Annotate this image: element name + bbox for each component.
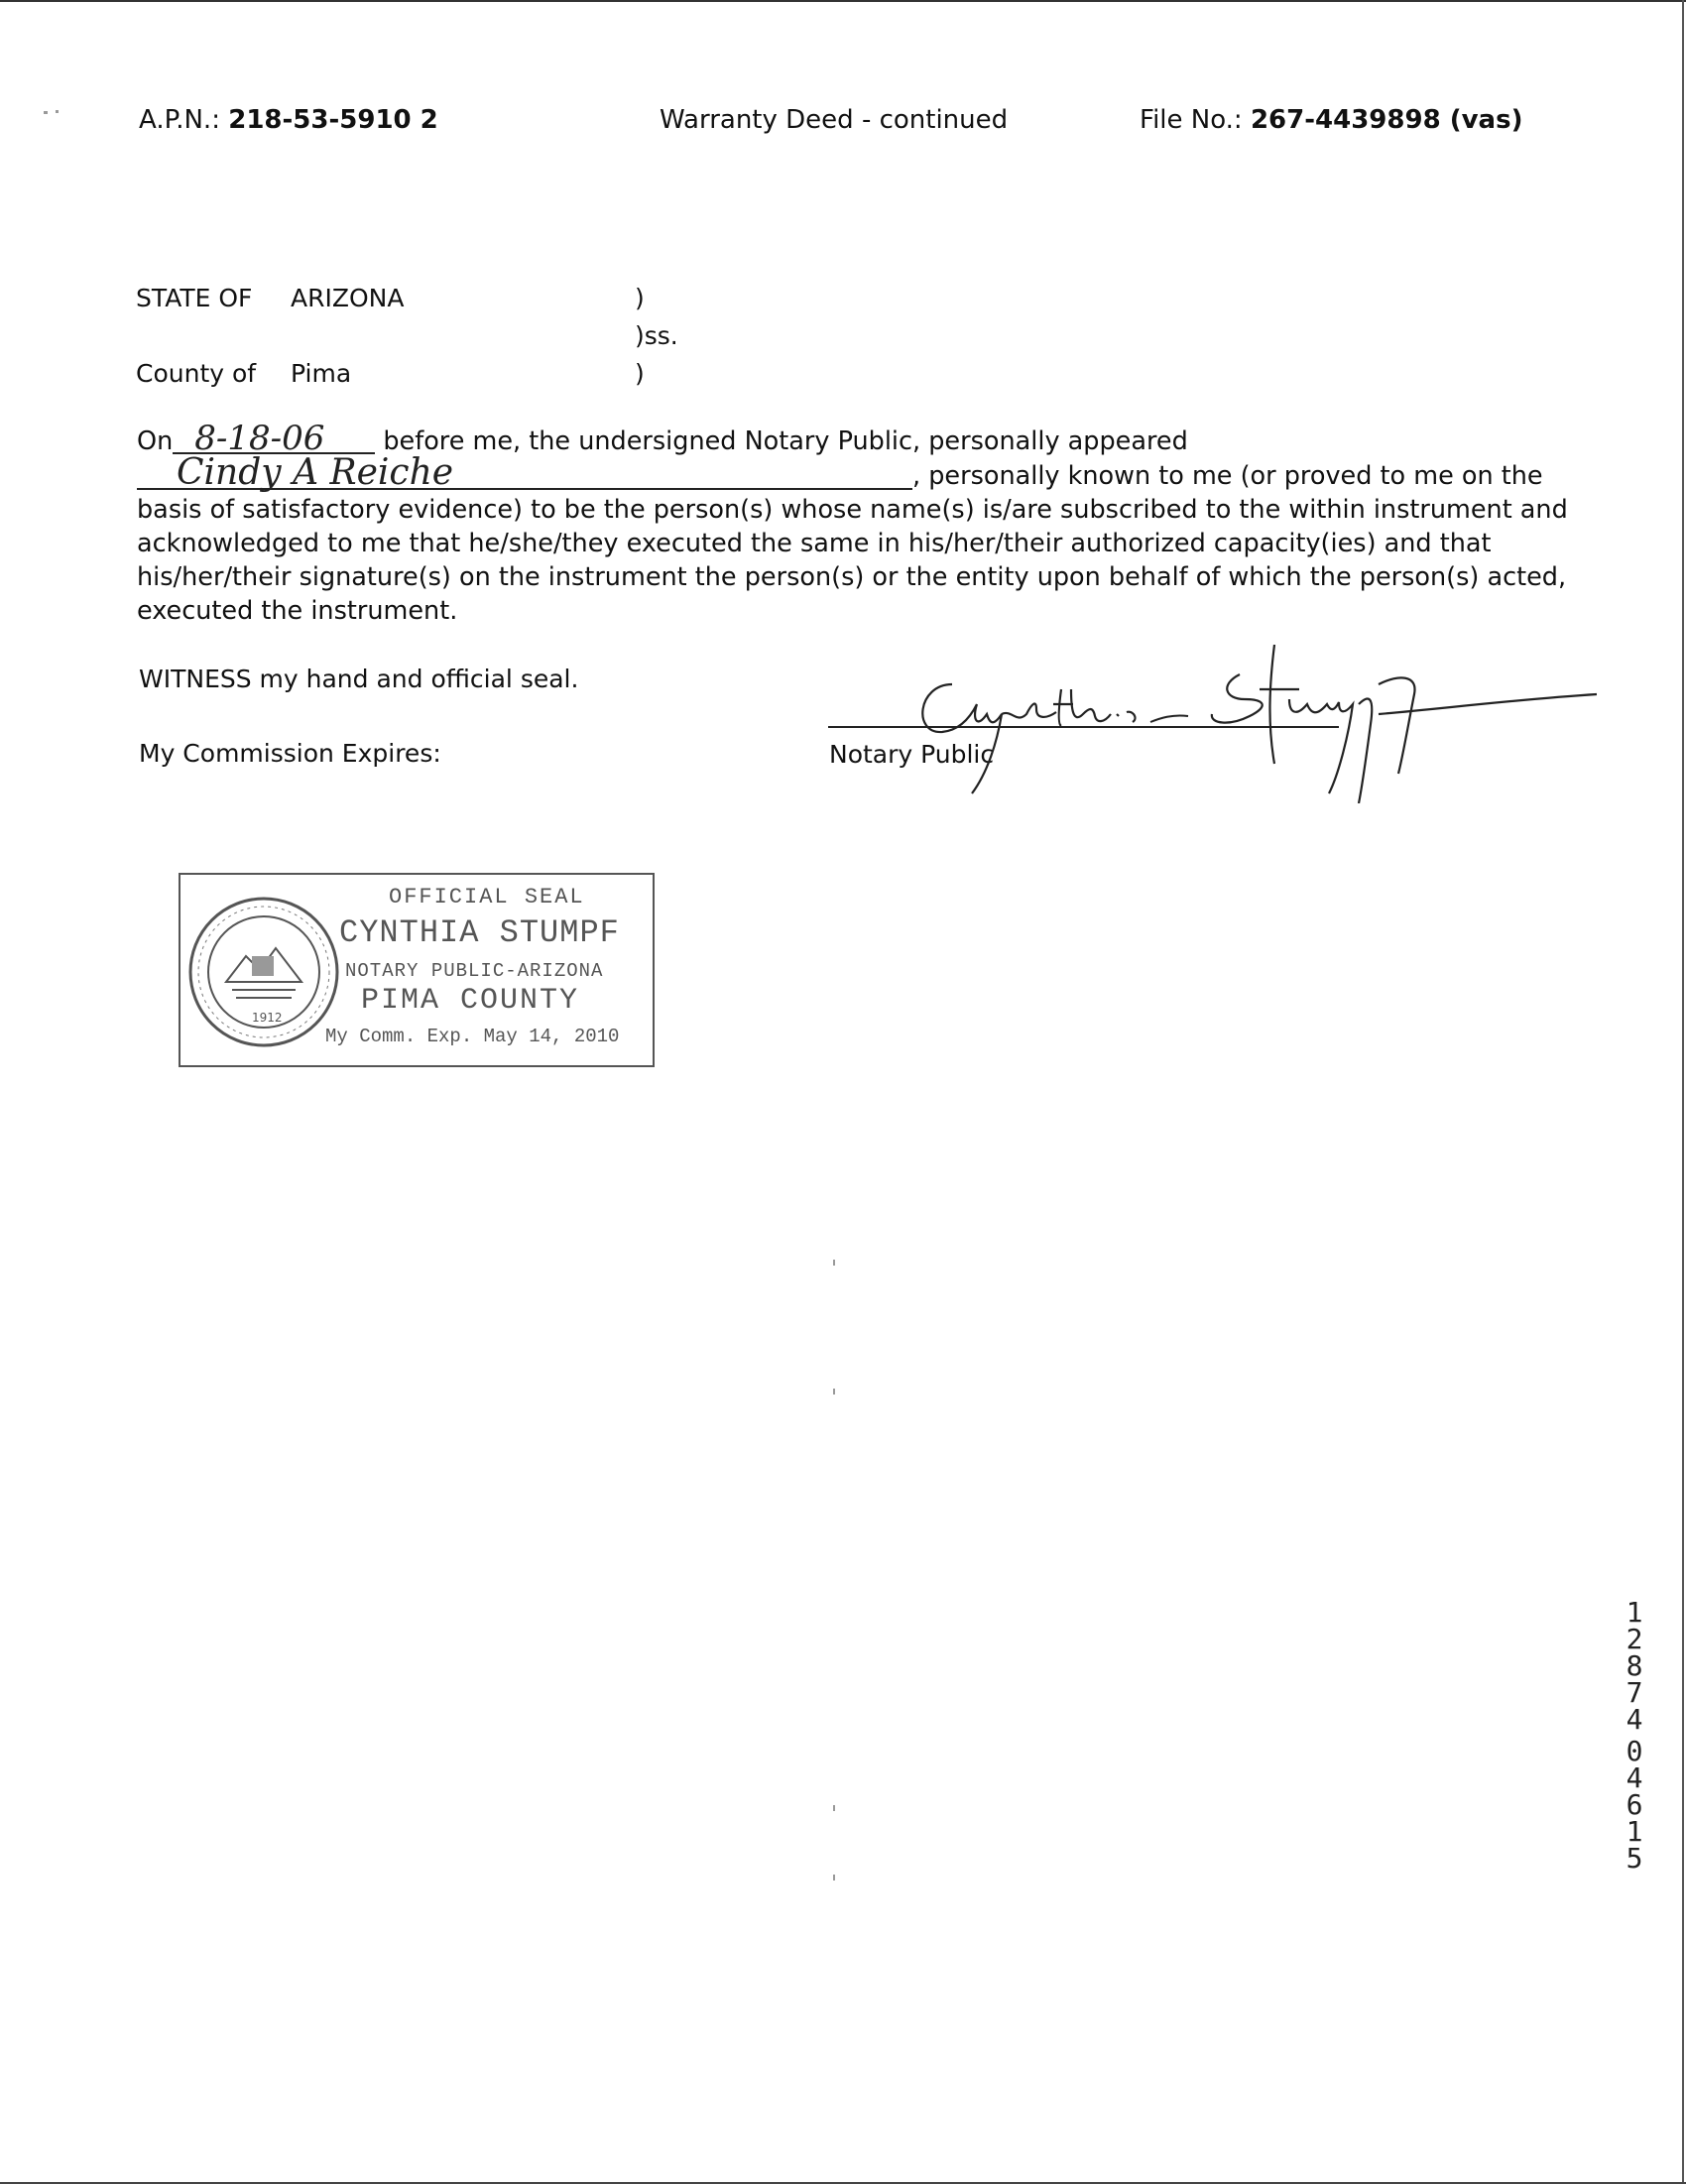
ack-line-5: his/her/their signature(s) on the instrument the person(s) or the entity upon behalf of which the person(s) acted, <box>137 562 1567 592</box>
commission-expires-label: My Commission Expires: <box>139 739 441 768</box>
rec-digit: 5 <box>1626 1842 1643 1875</box>
document-title: Warranty Deed - continued <box>660 105 1009 135</box>
rec-digit: 4 <box>1626 1703 1643 1736</box>
county-label: County of <box>136 359 257 388</box>
official-seal-stamp <box>179 873 655 1067</box>
rec-digit: 1 <box>1626 1815 1643 1848</box>
seal-line-expiry: My Comm. Exp. May 14, 2010 <box>325 1026 620 1047</box>
handwritten-name: Cindy A Reiche <box>137 458 912 490</box>
state-value: ARIZONA <box>291 284 405 312</box>
county-value: Pima <box>291 359 352 388</box>
notary-signature <box>823 645 1617 803</box>
ack-line-4: acknowledged to me that he/she/they executed the same in his/her/their authorized capacity(ies) and that <box>137 529 1492 558</box>
file-label: File No.: <box>1140 105 1243 135</box>
seal-line-county: PIMA COUNTY <box>361 984 580 1018</box>
apn-value: 218-53-5910 2 <box>228 105 438 135</box>
recording-number-lower <box>1615 1735 1654 1875</box>
seal-line-name: CYNTHIA STUMPF <box>339 914 620 951</box>
rec-digit: 8 <box>1626 1649 1643 1682</box>
witness-text: WITNESS my hand and official seal. <box>139 665 579 693</box>
rec-digit: 2 <box>1626 1623 1643 1655</box>
ack-line-2-text: , personally known to me (or proved to me on the <box>912 461 1543 491</box>
seal-line-notary: NOTARY PUBLIC-ARIZONA <box>345 960 604 982</box>
on-label: On <box>137 426 174 456</box>
scan-speck <box>833 1389 835 1395</box>
apn-label: A.P.N.: <box>139 105 220 135</box>
acknowledgment-paragraph <box>137 419 1568 628</box>
scan-speck <box>56 110 59 113</box>
ack-line-3: basis of satisfactory evidence) to be the person(s) whose name(s) is/are subscribed to the within instrument and <box>137 495 1568 525</box>
rec-digit: 0 <box>1626 1735 1643 1767</box>
apn-field <box>139 105 438 135</box>
rec-digit: 4 <box>1626 1761 1643 1794</box>
state-label: STATE OF <box>136 284 253 312</box>
ack-line-2 <box>137 452 1543 493</box>
scan-speck <box>833 1805 835 1811</box>
ack-line-1-text: before me, the undersigned Notary Public, personally appeared <box>383 426 1188 456</box>
rec-digit: 1 <box>1626 1596 1643 1629</box>
file-number-field <box>1140 105 1522 135</box>
seal-line-official: OFFICIAL SEAL <box>389 885 585 910</box>
handwritten-date: 8-18-06 <box>173 425 375 454</box>
file-value: 267-4439898 (vas) <box>1250 105 1523 135</box>
venue-paren-top: ) <box>635 284 645 312</box>
rec-digit: 6 <box>1626 1788 1643 1821</box>
rec-digit: 7 <box>1626 1676 1643 1709</box>
scan-speck <box>833 1875 835 1881</box>
seal-year: 1912 <box>252 1011 283 1025</box>
state-seal-emblem <box>186 891 345 1053</box>
venue-paren-bottom: ) <box>635 359 645 388</box>
scan-speck <box>44 111 48 114</box>
venue-ss: )ss. <box>635 321 678 350</box>
notary-public-label: Notary Public <box>829 740 995 769</box>
page-right-edge <box>1682 0 1684 2184</box>
recording-number-upper <box>1615 1596 1654 1736</box>
scan-speck <box>833 1260 835 1266</box>
page-top-edge <box>0 0 1686 2</box>
ack-line-6: executed the instrument. <box>137 596 458 626</box>
